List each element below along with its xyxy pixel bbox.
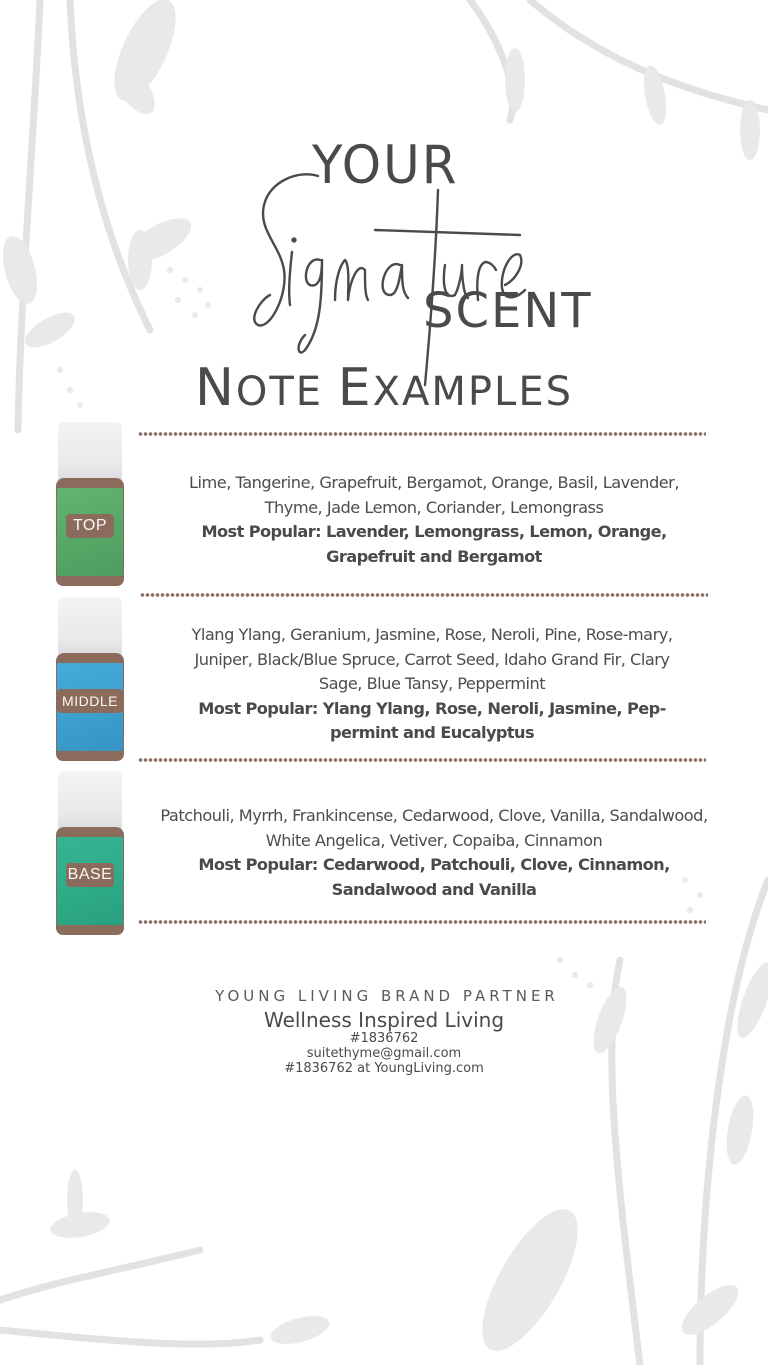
note-text-middle [172, 623, 692, 746]
subtitle-initial-n: N [194, 358, 236, 418]
divider [138, 757, 706, 763]
footer-partner: YOUNG LIVING BRAND PARTNER [215, 987, 559, 1005]
bottle-body [56, 478, 124, 586]
footer-brand: Wellness Inspired Living [263, 1008, 505, 1032]
note-text-base [160, 804, 708, 902]
note-popular: Most Popular: Lavender, Lemongrass, Lemon, Orange, Grapefruit and Bergamot [201, 522, 667, 566]
divider [140, 592, 708, 598]
note-popular: Most Popular: Ylang Ylang, Rose, Neroli, Jasmine, Pep-permint and Eucalyptus [198, 698, 666, 742]
subtitle-initial-e: E [337, 358, 373, 418]
subtitle-note-rest: OTE [235, 369, 338, 415]
bottle-tag: MIDDLE [57, 689, 123, 713]
title-block [0, 130, 768, 420]
footer-email[interactable]: suitethyme@gmail.com [306, 1046, 462, 1061]
note-examples: Lime, Tangerine, Grapefruit, Bergamot, Orange, Basil, Lavender, Thyme, Jade Lemon, Coriander, Lemongrass [189, 473, 679, 517]
bottle-tag: TOP [66, 514, 114, 538]
title-your: YOUR [312, 134, 459, 196]
footer-site[interactable]: #1836762 at YoungLiving.com [284, 1061, 484, 1076]
bottle-tag: BASE [66, 863, 114, 887]
bottle-body [56, 827, 124, 935]
note-examples: Ylang Ylang, Geranium, Jasmine, Rose, Neroli, Pine, Rose-mary, Juniper, Black/Blue Spruce, Carrot Seed, Idaho Grand Fir, Clary Sage, Blue Tansy, Peppermint [191, 625, 673, 693]
note-popular: Most Popular: Cedarwood, Patchouli, Clove, Cinnamon, Sandalwood and Vanilla [198, 855, 670, 899]
divider [138, 919, 706, 925]
page-subtitle [0, 358, 768, 418]
footer [0, 987, 768, 1076]
note-text-top [160, 471, 708, 569]
divider [138, 431, 706, 437]
footer-member-id: #1836762 [349, 1031, 419, 1046]
note-examples: Patchouli, Myrrh, Frankincense, Cedarwood, Clove, Vanilla, Sandalwood, White Angelica, Vetiver, Copaiba, Cinnamon [160, 806, 708, 850]
bottle-cap [58, 422, 122, 482]
bottle-cap [58, 597, 122, 657]
title-scent: SCENT [423, 283, 593, 339]
bottle-body [56, 653, 124, 761]
subtitle-examples-rest: XAMPLES [372, 369, 574, 415]
bottle-cap [58, 771, 122, 831]
